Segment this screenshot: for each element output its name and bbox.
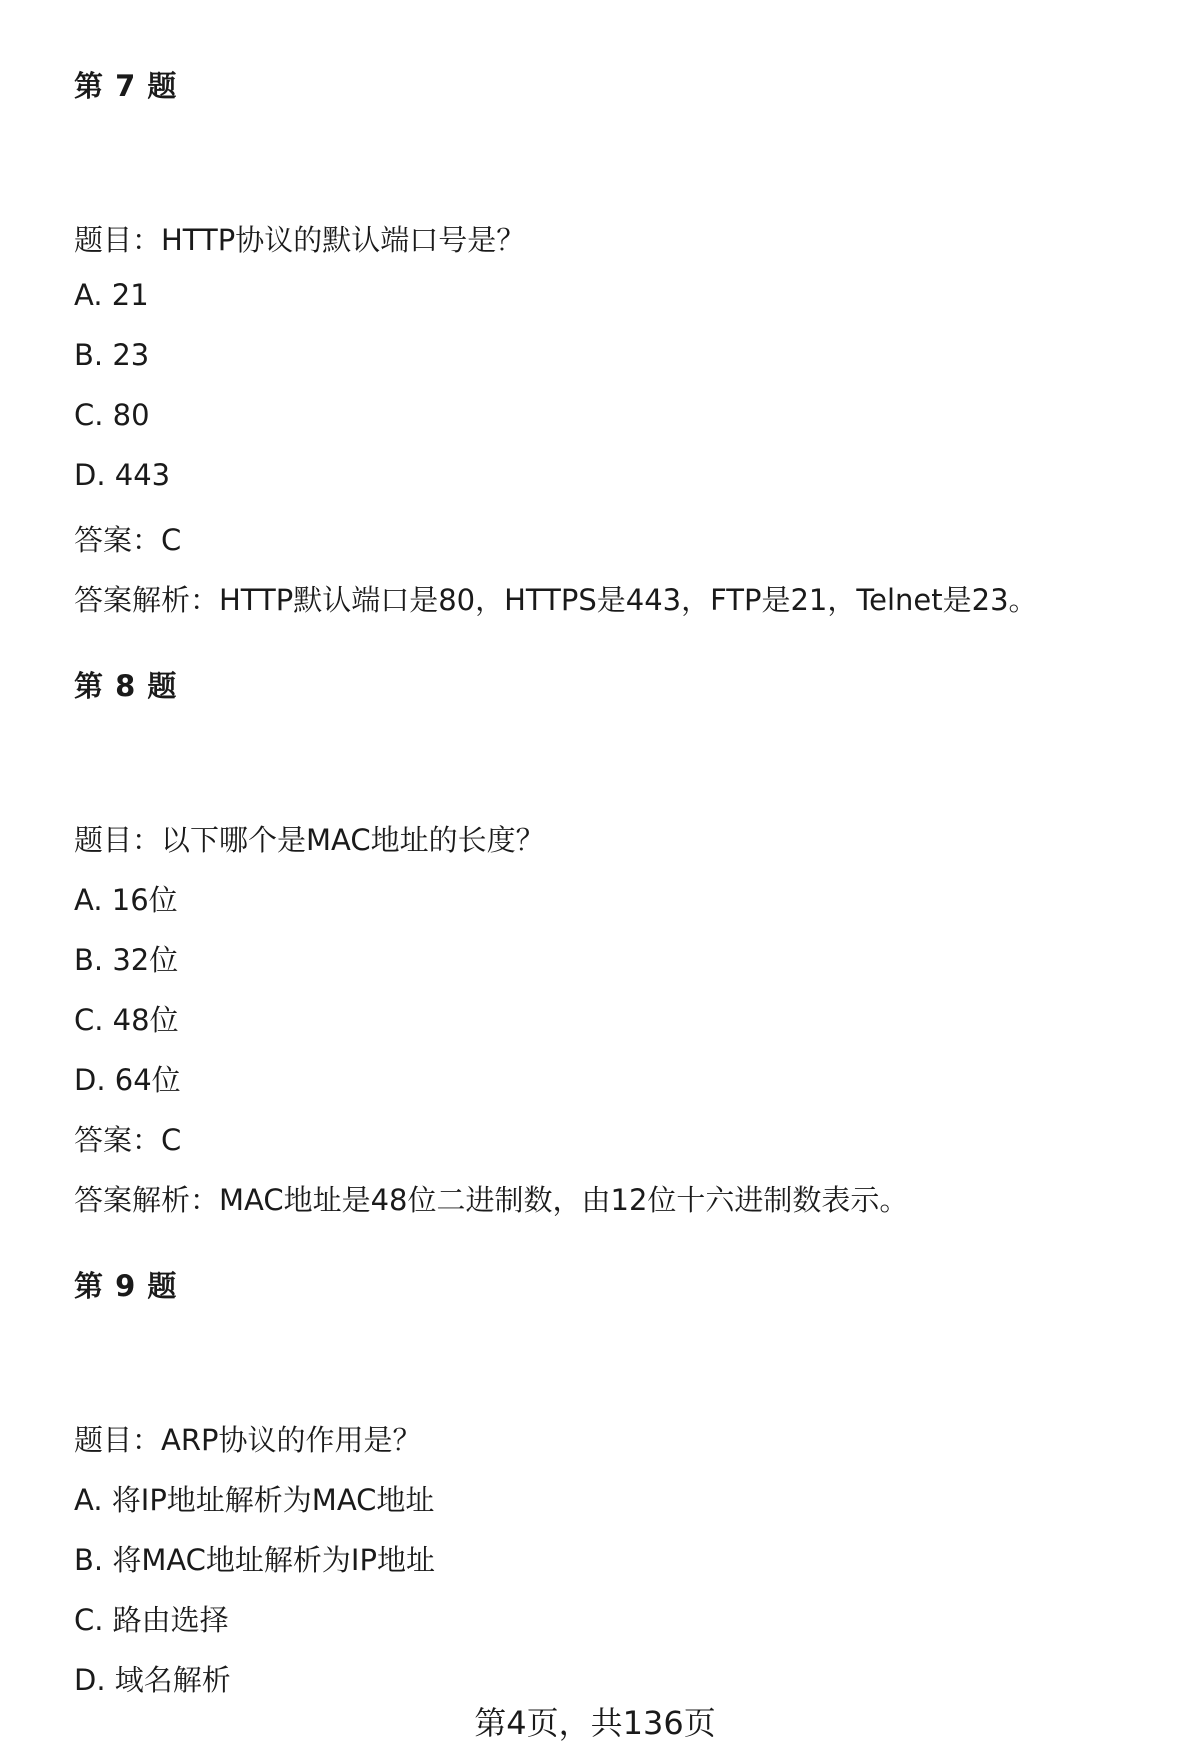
question-stem: 题目：HTTP协议的默认端口号是？ [74,223,526,257]
option-b: B. 23 [74,338,150,372]
question-heading: 第 8 题 [74,669,178,703]
option-d: D. 域名解析 [74,1663,231,1697]
option-c: C. 80 [74,398,150,432]
option-d: D. 443 [74,458,171,492]
answer: 答案：C [74,523,182,557]
option-a: A. 16位 [74,883,178,917]
answer-explanation: 答案解析：MAC地址是48位二进制数，由12位十六进制数表示。 [74,1183,909,1217]
answer: 答案：C [74,1123,182,1157]
option-a: A. 21 [74,278,149,312]
option-a: A. 将IP地址解析为MAC地址 [74,1483,435,1517]
answer-explanation: 答案解析：HTTP默认端口是80，HTTPS是443，FTP是21，Telnet是23。 [74,583,1038,617]
option-b: B. 32位 [74,943,179,977]
option-c: C. 48位 [74,1003,179,1037]
page-number-footer: 第4页，共136页 [474,1704,716,1742]
question-heading: 第 7 题 [74,69,178,103]
question-heading: 第 9 题 [74,1269,178,1303]
option-d: D. 64位 [74,1063,181,1097]
question-stem: 题目：以下哪个是MAC地址的长度？ [74,823,545,857]
option-b: B. 将MAC地址解析为IP地址 [74,1543,435,1577]
option-c: C. 路由选择 [74,1603,229,1637]
question-stem: 题目：ARP协议的作用是？ [74,1423,422,1457]
